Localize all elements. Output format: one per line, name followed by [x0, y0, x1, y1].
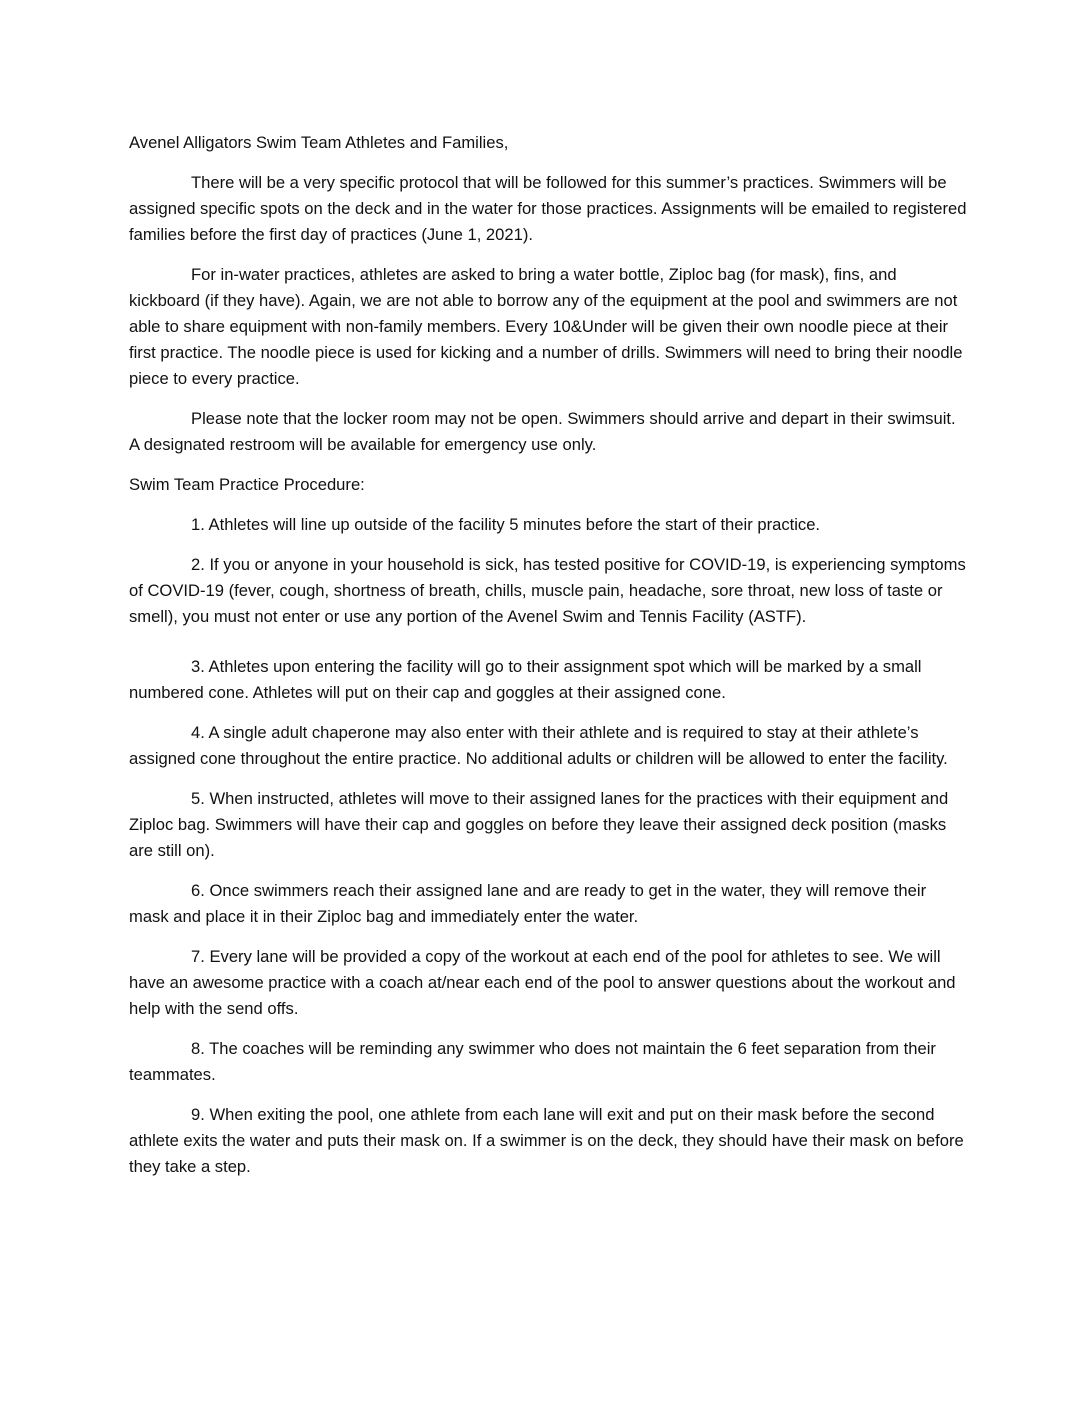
procedure-item: 3. Athletes upon entering the facility will go to their assignment spot which will be marked by a small numbered cone. Athletes will put on their cap and goggles at their assigned cone. [129, 657, 922, 702]
procedure-item: 5. When instructed, athletes will move to their assigned lanes for the practices with their equipment and Ziploc bag. Swimmers will have their cap and goggles on before they leave their assigned deck position (masks are still on). [129, 789, 949, 860]
paragraph-practice-protocol: There will be a very specific protocol that will be followed for this summer’s practices. Swimmers will be assigned specific spots on the deck and in the water for those practices. Assignments will be emailed to registered families before the first day of practices (June 1, 2021). [129, 173, 967, 244]
paragraph-locker-room: Please note that the locker room may not be open. Swimmers should arrive and depart in their swimsuit. A designated restroom will be available for emergency use only. [129, 409, 956, 454]
paragraph-equipment: For in-water practices, athletes are asked to bring a water bottle, Ziploc bag (for mask), fins, and kickboard (if they have). Again, we are not able to borrow any of the equipment at the pool and swimmers are not able to share equipment with non-family members. Every 10&Under will be given their own noodle piece at their first practice. The noodle piece is used for kicking and a number of drills. Swimmers will need to bring their noodle piece to every practice. [129, 265, 963, 388]
procedure-heading: Swim Team Practice Procedure: [129, 475, 365, 494]
procedure-item: 6. Once swimmers reach their assigned lane and are ready to get in the water, they will remove their mask and place it in their Ziploc bag and immediately enter the water. [129, 881, 927, 926]
procedure-item: 2. If you or anyone in your household is sick, has tested positive for COVID-19, is experiencing symptoms of COVID-19 (fever, cough, shortness of breath, chills, muscle pain, headache, sore throat, new loss of taste or smell), you must not enter or use any portion of the Avenel Swim and Tennis Facility (ASTF). [129, 555, 966, 626]
procedure-item: 1. Athletes will line up outside of the facility 5 minutes before the start of their practice. [191, 515, 821, 534]
procedure-item: 7. Every lane will be provided a copy of the workout at each end of the pool for athletes to see. We will have an awesome practice with a coach at/near each end of the pool to answer questions about the workout and help with the send offs. [129, 947, 956, 1018]
procedure-item: 9. When exiting the pool, one athlete from each lane will exit and put on their mask before the second athlete exits the water and puts their mask on. If a swimmer is on the deck, they should have their mask on before they take a step. [129, 1105, 964, 1176]
letter-body [129, 130, 969, 1194]
procedure-item: 4. A single adult chaperone may also enter with their athlete and is required to stay at their athlete’s assigned cone throughout the entire practice. No additional adults or children will be allowed to enter the facility. [129, 723, 948, 768]
procedure-item: 8. The coaches will be reminding any swimmer who does not maintain the 6 feet separation from their teammates. [129, 1039, 936, 1084]
letter-greeting: Avenel Alligators Swim Team Athletes and Families, [129, 133, 509, 152]
